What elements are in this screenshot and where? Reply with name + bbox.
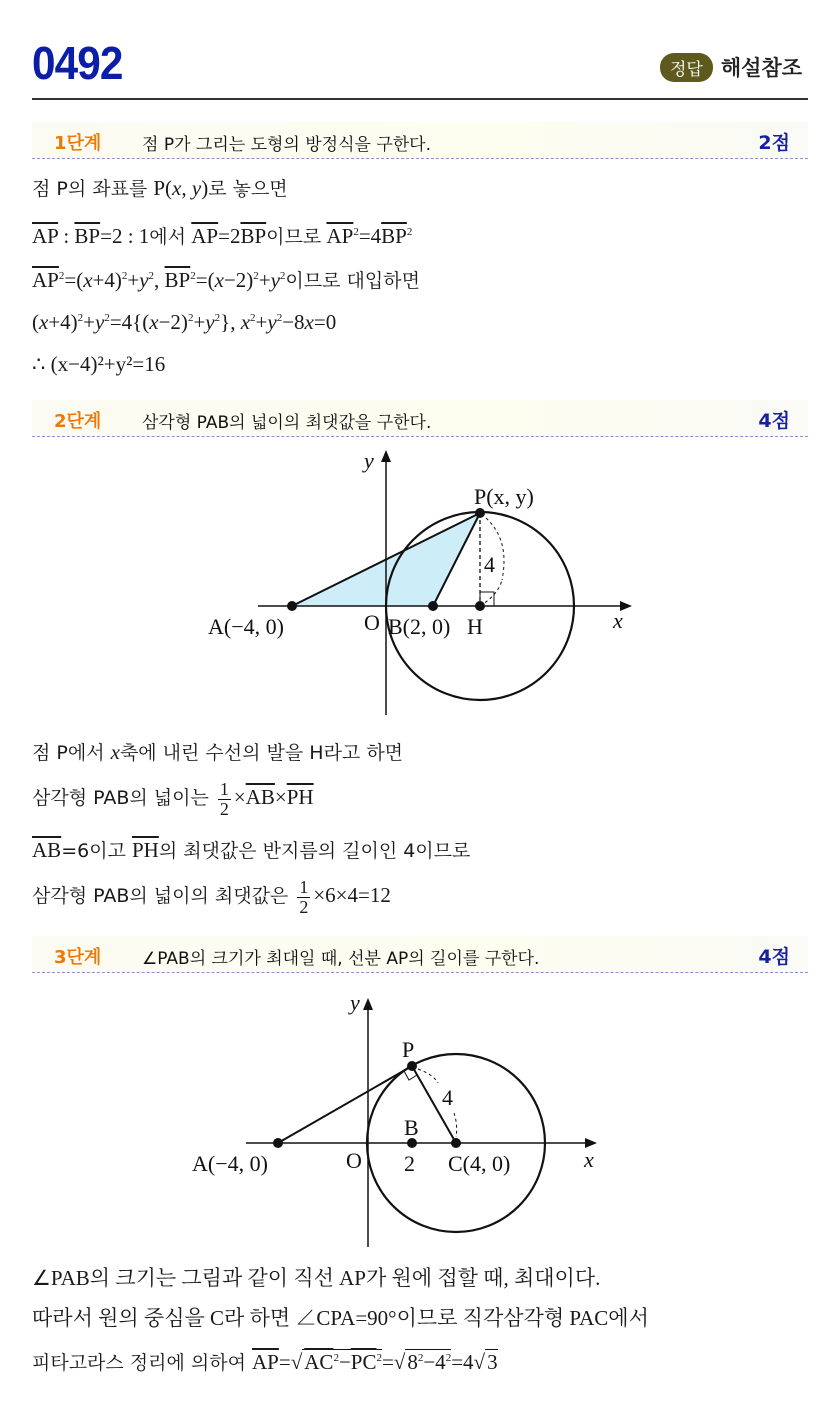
problem-number: 0492 (32, 37, 123, 89)
answer-badge: 정답 (660, 53, 713, 82)
svg-text:A(−4, 0): A(−4, 0) (208, 614, 284, 639)
step-description: 삼각형 PAB의 넓이의 최댓값을 구한다. (142, 413, 432, 433)
svg-text:A(−4, 0): A(−4, 0) (192, 1151, 268, 1176)
step3-line2: 따라서 원의 중심을 C라 하면 ∠CPA=90°이므로 직각삼각형 PAC에서 (32, 1306, 649, 1330)
step-label: 2단계 (54, 411, 102, 432)
svg-text:C(4, 0): C(4, 0) (448, 1151, 511, 1176)
step-score: 4점 (758, 946, 790, 968)
svg-text:x: x (613, 608, 623, 633)
answer-indicator (660, 52, 802, 82)
step3-line1: ∠PAB의 크기는 그림과 같이 직선 AP가 원에 접할 때, 최대이다. (32, 1266, 601, 1290)
step-description: 점 P가 그리는 도형의 방정식을 구한다. (142, 135, 432, 155)
svg-text:2: 2 (404, 1151, 415, 1176)
answer-text: 해설참조 (720, 56, 802, 80)
svg-text:4: 4 (484, 552, 495, 577)
step3-line3: 피타고라스 정리에 의하여 $\overline{AP}=√AC^2-\overline{PC}^2=√8^2-4^2=4√3$ (32, 1350, 498, 1374)
problem-header (32, 30, 808, 100)
svg-text:y: y (364, 448, 374, 473)
svg-text:x: x (584, 1147, 594, 1172)
diagram-tangent-line (180, 985, 620, 1255)
step-2-header (32, 400, 808, 437)
step1-line2: $\overline{AP}$ : $\overline{BP}=2$ : 1에서 $\overline{AP}=2\overline{BP}$이므로 $\overline{AP}^2=4\overline{BP}^2$ (32, 224, 413, 248)
step1-line3: $\overline{AP}^2=(x+4)^2+y^2$, $\overline{BP}^2=(x-2)^2+y^2$이므로 대입하면 (32, 268, 420, 292)
svg-text:y: y (350, 990, 360, 1015)
svg-text:B: B (404, 1115, 419, 1140)
step2-line2: 삼각형 PAB의 넓이는 $\frac{1}{2}$ $\times\overline{AB}\times\overline{PH}$ (32, 779, 314, 819)
step1-line1: 점 P의 좌표를 P(x, y)로 놓으면 (32, 176, 288, 200)
svg-text:4: 4 (442, 1085, 453, 1110)
step-score: 4점 (758, 410, 790, 432)
svg-text:B(2, 0): B(2, 0) (388, 614, 451, 639)
step2-line1: 점 P에서 x축에 내린 수선의 발을 H라고 하면 (32, 740, 404, 764)
svg-text:H: H (467, 614, 483, 639)
svg-text:P: P (402, 1037, 415, 1062)
step-score: 2점 (758, 132, 790, 154)
svg-text:P(x, y): P(x, y) (474, 484, 534, 509)
svg-text:O: O (346, 1148, 362, 1173)
step1-line4: $(x+4)^2+y^2=4\{(x-2)^2+y^2\}$, $x^2+y^2-8x=0$ (32, 310, 337, 334)
step2-line3: $\overline{AB}=6$이고 $\overline{PH}$의 최댓값은 반지름의 길이인 4이므로 (32, 838, 471, 862)
step-description: ∠PAB의 크기가 최대일 때, 선분 AP의 길이를 구한다. (142, 949, 540, 969)
step-label: 3단계 (54, 947, 102, 968)
step1-line5: ∴ (x−4)²+y²=16 (32, 352, 166, 376)
diagram-triangle-area (180, 440, 660, 740)
svg-text:O: O (364, 610, 380, 635)
step-label: 1단계 (54, 133, 102, 154)
step-3-header (32, 936, 808, 973)
step-1-header (32, 122, 808, 159)
step2-line4: 삼각형 PAB의 넓이의 최댓값은 $\frac{1}{2}$ ×6×4=12 (32, 877, 391, 917)
